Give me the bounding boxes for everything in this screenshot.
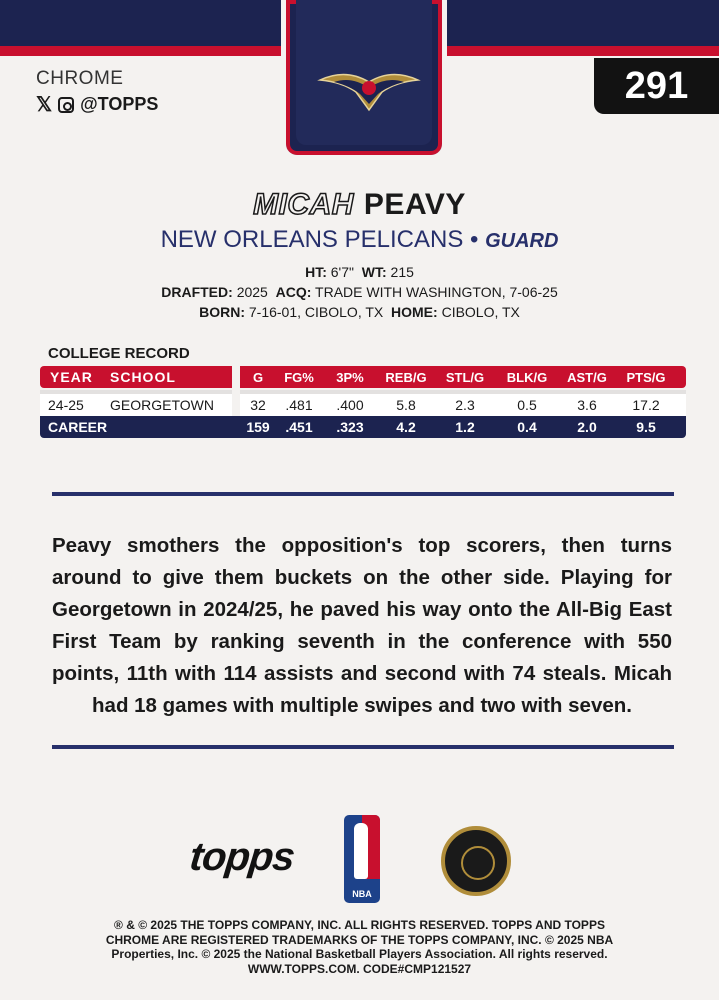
header-3p: 3P% xyxy=(336,369,364,385)
draft-line xyxy=(0,284,719,300)
season-blk: 0.5 xyxy=(517,397,537,413)
season-g: 32 xyxy=(250,397,266,413)
team-logo-box xyxy=(281,0,447,160)
legal-line-3: Properties, Inc. © 2025 the National Basketball Players Association. All rights reserved. xyxy=(111,947,608,961)
social-handle: @TOPPS xyxy=(80,94,159,114)
stats-header-row xyxy=(40,366,686,388)
nbpa-logo xyxy=(441,826,511,896)
season-stl: 2.3 xyxy=(455,397,475,413)
player-last-name: PEAVY xyxy=(363,188,466,221)
table-row xyxy=(40,390,686,416)
career-blk: 0.4 xyxy=(517,419,537,435)
career-stl: 1.2 xyxy=(455,419,475,435)
nba-logo xyxy=(344,815,380,903)
stats-header-right xyxy=(240,366,686,388)
born-line xyxy=(0,304,719,320)
header-g: G xyxy=(252,369,264,385)
season-year: 24-25 xyxy=(48,397,84,413)
acq-value: TRADE WITH WASHINGTON, 7-06-25 xyxy=(315,284,558,300)
separator-dot: • xyxy=(470,226,479,253)
header-reb: REB/G xyxy=(385,369,427,385)
drafted-label: DRAFTED: xyxy=(161,284,233,300)
player-first-name: MICAH xyxy=(253,188,354,221)
header-pts: PTS/G xyxy=(626,369,666,385)
legal-line-2: CHROME ARE REGISTERED TRADEMARKS OF THE TOPPS COMPANY, INC. © 2025 NBA xyxy=(105,932,614,947)
x-icon: 𝕏 xyxy=(36,94,53,116)
ht-value: 6'7" xyxy=(330,264,354,280)
wt-value: 215 xyxy=(390,264,414,280)
header-school: SCHOOL xyxy=(110,369,176,385)
player-name xyxy=(0,188,719,222)
header-fg: FG% xyxy=(284,369,314,385)
career-g: 159 xyxy=(246,419,270,435)
player-team: NEW ORLEANS PELICANS xyxy=(160,226,464,253)
acq-label: ACQ: xyxy=(275,284,312,300)
player-bio: Peavy smothers the opposition's top scorers, then turns around to give them buckets on the other side. Playing for Georgetown in 2024/25, he paved his way onto the All-Big East First Team by ranking seventh in the conference with 550 points, 11th with 114 assists and second with 74 steals. Micah had 18 games with multiple swipes and two with seven. xyxy=(52,534,672,717)
career-pts: 9.5 xyxy=(636,419,656,435)
ht-label: HT: xyxy=(305,264,327,280)
topps-logo: topps xyxy=(187,835,297,879)
born-value: 7-16-01, CIBOLO, TX xyxy=(248,304,384,320)
chrome-label: CHROME xyxy=(36,68,124,89)
career-ast: 2.0 xyxy=(577,419,597,435)
career-reb: 4.2 xyxy=(396,419,416,435)
divider-bottom xyxy=(52,745,674,749)
career-3p: .323 xyxy=(336,419,364,435)
wt-label: WT: xyxy=(361,264,387,280)
height-weight-line xyxy=(0,264,719,280)
legal-line-4: WWW.TOPPS.COM. CODE#CMP121527 xyxy=(247,961,472,976)
season-ast: 3.6 xyxy=(577,397,597,413)
player-position: GUARD xyxy=(485,230,559,252)
home-value: CIBOLO, TX xyxy=(441,304,520,320)
divider-top xyxy=(52,492,674,496)
header-stl: STL/G xyxy=(445,369,485,385)
header-ast: AST/G xyxy=(567,369,607,385)
instagram-icon xyxy=(58,97,74,113)
team-logo-box-inner xyxy=(296,0,432,145)
nba-logo-text: NBA xyxy=(352,889,372,899)
season-reb: 5.8 xyxy=(396,397,416,413)
legal-line-1: ® & © 2025 THE TOPPS COMPANY, INC. ALL RIGHTS RESERVED. TOPPS AND TOPPS xyxy=(114,918,605,932)
home-label: HOME: xyxy=(391,304,438,320)
college-record-label: COLLEGE RECORD xyxy=(48,345,190,362)
season-pts: 17.2 xyxy=(632,397,660,413)
season-school: GEORGETOWN xyxy=(110,397,214,413)
pelicans-logo xyxy=(316,64,422,114)
career-label: CAREER xyxy=(48,419,108,435)
social-handles xyxy=(36,92,158,117)
stats-header-left xyxy=(40,366,232,388)
born-label: BORN: xyxy=(199,304,245,320)
player-team-line xyxy=(0,226,719,254)
header-blk: BLK/G xyxy=(506,369,548,385)
career-fg: .451 xyxy=(285,419,313,435)
season-fg: .481 xyxy=(285,397,313,413)
header-year: YEAR xyxy=(50,369,93,385)
table-row xyxy=(40,416,686,438)
season-3p: .400 xyxy=(336,397,364,413)
card-number: 291 xyxy=(594,58,719,114)
stats-table xyxy=(40,366,686,438)
legal-text xyxy=(0,918,719,976)
drafted-value: 2025 xyxy=(236,284,268,300)
